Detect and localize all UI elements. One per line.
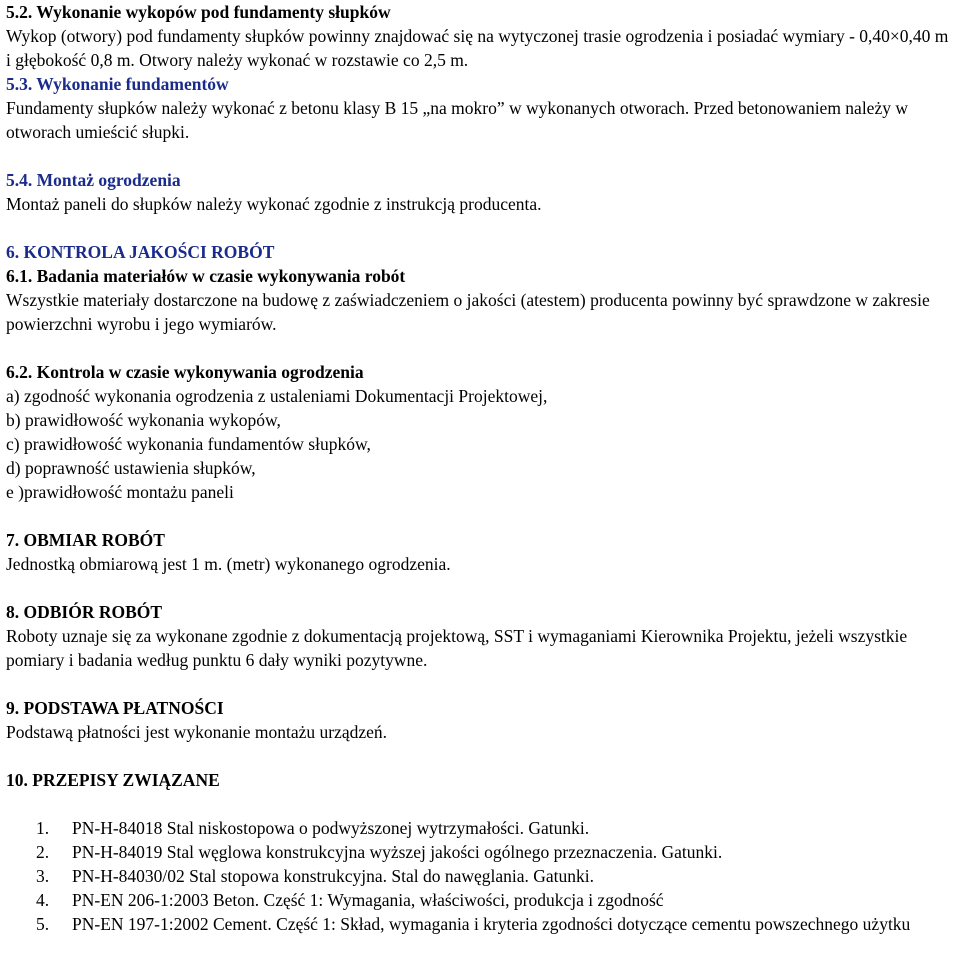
section-6-1 — [6, 264, 954, 336]
section-6 — [6, 240, 954, 264]
list-item — [36, 888, 954, 912]
spacer — [6, 744, 954, 768]
list-item — [36, 816, 954, 840]
spacer — [6, 792, 954, 816]
spacer — [6, 216, 954, 240]
list-number: 3. — [36, 866, 50, 886]
spacer — [6, 144, 954, 168]
section-5-2 — [6, 0, 954, 72]
list-item — [36, 912, 954, 936]
list-text: PN-H-84019 Stal węglowa konstrukcyjna wyższej jakości ogólnego przeznaczenia. Gatunki. — [72, 842, 723, 862]
list-text: PN-H-84030/02 Stal stopowa konstrukcyjna. Stal do nawęglania. Gatunki. — [72, 866, 595, 886]
list-text: PN-EN 206-1:2003 Beton. Część 1: Wymagania, właściwości, produkcja i zgodność — [72, 890, 664, 910]
section-text: Podstawą płatności jest wykonanie montażu urządzeń. — [6, 722, 388, 742]
section-heading: 7. OBMIAR ROBÓT — [6, 530, 165, 550]
section-text: Wykop (otwory) pod fundamenty słupków powinny znajdować się na wytyczonej trasie ogrodzenia i posiadać wymiary - 0,40×0,40 m i głębokość 0,8 m. Otwory należy wykonać w rozstawie co 2,5 m. — [6, 26, 949, 70]
section-heading: 5.2. Wykonanie wykopów pod fundamenty słupków — [6, 2, 391, 22]
list-item — [36, 864, 954, 888]
section-8 — [6, 600, 954, 672]
section-text: Roboty uznaje się za wykonane zgodnie z dokumentacją projektową, SST i wymaganiami Kierownika Projektu, jeżeli wszystkie pomiary i badania według punktu 6 dały wyniki pozytywne. — [6, 626, 908, 670]
section-heading: 6.1. Badania materiałów w czasie wykonywania robót — [6, 266, 406, 286]
section-heading: 8. ODBIÓR ROBÓT — [6, 602, 163, 622]
list-number: 2. — [36, 842, 50, 862]
list-item: b) prawidłowość wykonania wykopów, — [6, 410, 281, 430]
list-item — [36, 840, 954, 864]
spacer — [6, 336, 954, 360]
section-heading: 6.2. Kontrola w czasie wykonywania ogrodzenia — [6, 362, 364, 382]
list-item: e )prawidłowość montażu paneli — [6, 482, 234, 502]
spacer — [6, 672, 954, 696]
section-heading: 5.3. Wykonanie fundamentów — [6, 74, 229, 94]
section-7 — [6, 528, 954, 576]
section-6-2 — [6, 360, 954, 504]
list-number: 5. — [36, 914, 50, 934]
section-heading: 9. PODSTAWA PŁATNOŚCI — [6, 698, 224, 718]
section-text: Jednostką obmiarową jest 1 m. (metr) wykonanego ogrodzenia. — [6, 554, 451, 574]
list-text: PN-EN 197-1:2002 Cement. Część 1: Skład, wymagania i kryteria zgodności dotyczące cementu powszechnego użytku — [72, 914, 911, 934]
list-item: d) poprawność ustawienia słupków, — [6, 458, 256, 478]
list-text: PN-H-84018 Stal niskostopowa o podwyższonej wytrzymałości. Gatunki. — [72, 818, 590, 838]
references-list — [6, 816, 954, 936]
section-text: Montaż paneli do słupków należy wykonać zgodnie z instrukcją producenta. — [6, 194, 542, 214]
list-number: 4. — [36, 890, 50, 910]
spacer — [6, 576, 954, 600]
list-item: a) zgodność wykonania ogrodzenia z ustaleniami Dokumentacji Projektowej, — [6, 386, 548, 406]
section-heading: 5.4. Montaż ogrodzenia — [6, 170, 181, 190]
section-heading: 6. KONTROLA JAKOŚCI ROBÓT — [6, 242, 275, 262]
list-number: 1. — [36, 818, 50, 838]
section-text: Wszystkie materiały dostarczone na budowę z zaświadczeniem o jakości (atestem) producenta powinny być sprawdzone w zakresie powierzchni wyrobu i jego wymiarów. — [6, 290, 930, 334]
section-heading: 10. PRZEPISY ZWIĄZANE — [6, 770, 220, 790]
section-9 — [6, 696, 954, 744]
section-10 — [6, 768, 954, 936]
section-5-4 — [6, 168, 954, 216]
section-text: Fundamenty słupków należy wykonać z betonu klasy B 15 „na mokro” w wykonanych otworach. Przed betonowaniem należy w otworach umieścić słupki. — [6, 98, 908, 142]
section-5-3 — [6, 72, 954, 144]
list-item: c) prawidłowość wykonania fundamentów słupków, — [6, 434, 371, 454]
spacer — [6, 504, 954, 528]
